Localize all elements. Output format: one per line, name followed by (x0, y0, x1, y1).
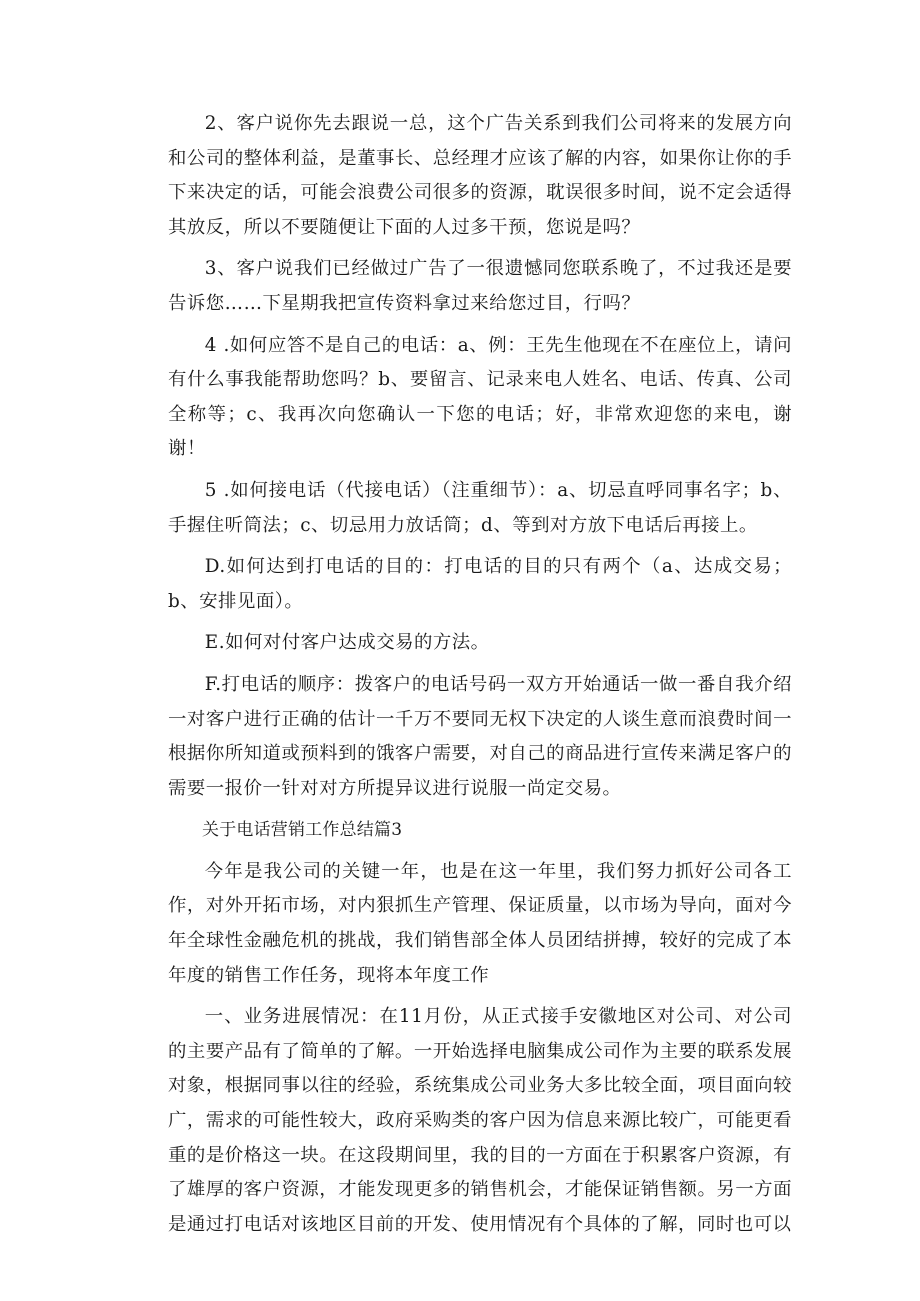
paragraph-year-intro: 今年是我公司的关键一年，也是在这一年里，我们努力抓好公司各工作，对外开拓市场，对内狠抓生产管理、保证质量，以市场为导向，面对今年全球性金融危机的挑战，我们销售部全体人员团结拼搏，较好的完成了本年度的销售工作任务，现将本年度工作 (168, 860, 792, 986)
paragraph-call-sequence: F.打电话的顺序：拨客户的电话号码一双方开始通话一做一番自我介绍一对客户进行正确的估计一千万不要同无权下决定的人谈生意而浪费时间一根据你所知道或预料到的饿客户需要，对自己的商品进行宣传来满足客户的需要一报价一针对对方所提异议进行说服一尚定交易。 (168, 673, 792, 799)
paragraph-objection-2: 2、客户说你先去跟说一总，这个广告关系到我们公司将来的发展方向和公司的整体利益，是董事长、总经理才应该了解的内容，如果你让你的手下来决定的话，可能会浪费公司很多的资源，耽误很多时间，说不定会适得其放反，所以不要随便让下面的人过多干预，您说是吗？ (168, 113, 792, 238)
paragraph-answer-others-call: 4 .如何应答不是自己的电话：a、例：王先生他现在不在座位上，请问有什么事我能帮助您吗？b、要留言、记录来电人姓名、电话、传真、公司全称等；c、我再次向您确认一下您的电话；好，非常欢迎您的来电，谢谢！ (168, 334, 792, 460)
document-body (168, 107, 792, 1249)
paragraph-call-purpose: D.如何达到打电话的目的：打电话的目的只有两个（a、达成交易；b、安排见面）。 (168, 556, 792, 612)
paragraph-take-call-for-others: 5 .如何接电话（代接电话）（注重细节）：a、切忌直呼同事名字；b、手握住听筒法；c、切忌用力放话筒；d、等到对方放下电话后再接上。 (168, 479, 792, 536)
paragraph-business-progress: 一、业务进展情况：在11月份，从正式接手安徽地区对公司、对公司的主要产品有了简单的了解。一开始选择电脑集成公司作为主要的联系发展对象，根据同事以往的经验，系统集成公司业务大多比较全面，项目面向较广，需求的可能性较大，政府采购类的客户因为信息来源比较广，可能更看重的是价格这一块。在这段期间里，我的目的一方面在于积累客户资源，有了雄厚的客户资源，才能发现更多的销售机会，才能保证销售额。另一方面是通过打电话对该地区目前的开发、使用情况有个具体的了解，同时也可以 (168, 1006, 792, 1235)
paragraph-objection-3: 3、客户说我们已经做过广告了一很遗憾同您联系晚了，不过我还是要告诉您……下星期我把宣传资料拿过来给您过目，行吗？ (168, 258, 792, 314)
paragraph-close-deal: E.如何对付客户达成交易的方法。 (204, 632, 490, 654)
section-heading: 关于电话营销工作总结篇3 (202, 820, 403, 841)
